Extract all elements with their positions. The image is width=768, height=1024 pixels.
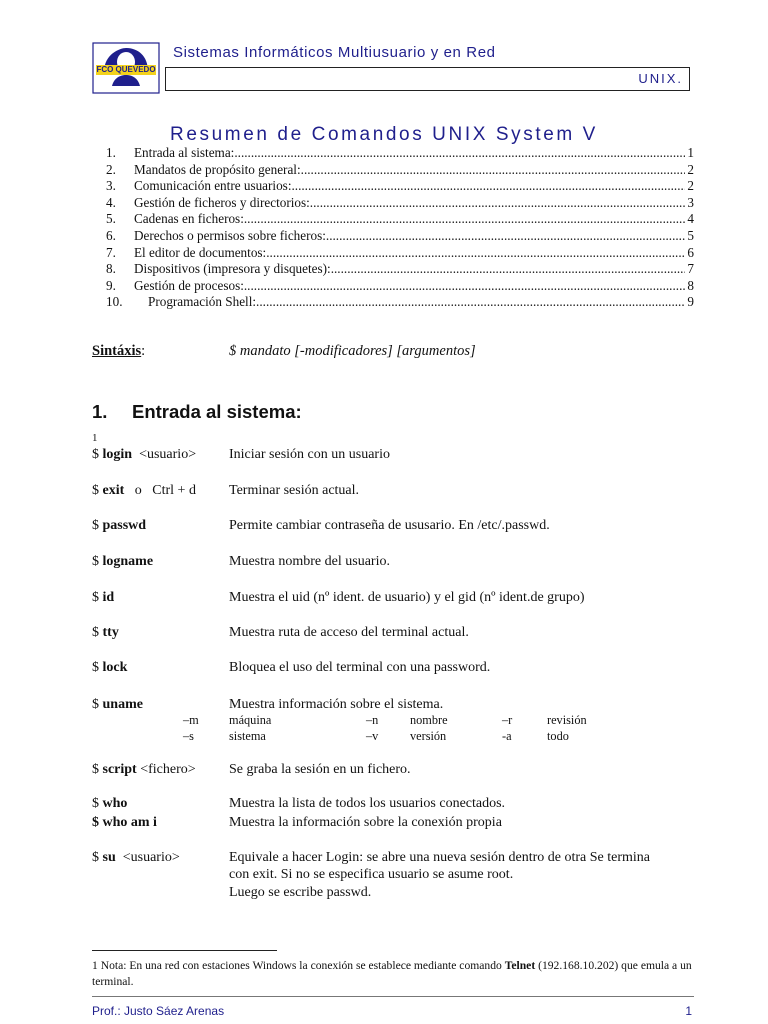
section-number: 1. [92, 401, 108, 422]
toc-entry[interactable] [106, 245, 694, 262]
command-tty [92, 625, 119, 641]
command-description: Permite cambiar contraseña de ususario. En /etc/.passwd. [229, 518, 550, 533]
toc-label: Entrada al sistema: [134, 145, 235, 160]
su-desc-line-3: Luego se escribe passwd. [229, 885, 372, 900]
toc-entry[interactable] [106, 294, 694, 311]
toc-number: 9. [106, 277, 116, 293]
toc-leader-dots [234, 145, 685, 162]
toc-page-number: 2 [687, 178, 694, 194]
command-name: uname [102, 697, 143, 712]
uname-flag: –m [183, 713, 199, 727]
uname-flag: –r [502, 713, 513, 727]
command-name: login [102, 447, 133, 462]
section-title: Entrada al sistema: [132, 401, 302, 422]
command-description: Muestra información sobre el sistema. [229, 697, 444, 712]
command-description: Muestra ruta de acceso del terminal actual. [229, 625, 469, 640]
command-script [92, 762, 196, 778]
toc-label: Mandatos de propósito general: [134, 161, 301, 177]
toc-entry[interactable] [106, 228, 694, 245]
toc-entry[interactable] [106, 278, 694, 295]
command-passwd [92, 518, 146, 534]
footnote [92, 958, 692, 989]
command-prompt: $ [92, 447, 103, 462]
toc-label: Derechos o permisos sobre ficheros: [134, 227, 326, 243]
command-name: su [102, 850, 116, 865]
syntax-colon: : [141, 343, 146, 359]
toc-page-number: 2 [687, 161, 694, 177]
command-prompt: $ [92, 796, 103, 811]
syntax-value: $ mandato [-modificadores] [argumentos] [229, 343, 476, 359]
uname-flag: –v [366, 729, 379, 743]
uname-flag-meaning: nombre [410, 713, 448, 727]
toc-leader-dots [301, 162, 686, 179]
toc-page-number: 9 [687, 294, 694, 310]
command-logname [92, 554, 153, 570]
command-description: Equivale a hacer Login: se abre una nueva sesión dentro de otra Se termina [229, 850, 651, 865]
command-exit [92, 483, 196, 499]
toc-page-number: 6 [687, 244, 694, 260]
command-name: who [102, 796, 128, 811]
command-prompt: $ [92, 697, 103, 712]
footer-rule [92, 996, 694, 997]
uname-flag: -a [502, 729, 512, 743]
toc-number: 2. [106, 161, 116, 177]
command-who [92, 796, 127, 812]
toc-label: Gestión de ficheros y directorios: [134, 194, 310, 210]
syntax-label: Sintáxis [92, 343, 142, 359]
toc-label: Gestión de procesos: [134, 277, 244, 293]
command-name: logname [102, 554, 154, 569]
toc-entry[interactable] [106, 162, 694, 179]
command-args: <usuario> [132, 447, 197, 462]
command-description: Se graba la sesión en un fichero. [229, 762, 411, 777]
command-args: <fichero> [136, 762, 196, 777]
header-box [165, 67, 690, 91]
toc-number: 6. [106, 227, 116, 243]
table-of-contents [106, 145, 694, 311]
toc-page-number: 3 [687, 194, 694, 210]
footnote-rule [92, 950, 277, 951]
toc-number: 8. [106, 261, 116, 277]
uname-flag-meaning: todo [547, 729, 569, 743]
toc-leader-dots [331, 261, 686, 278]
uname-flag: –n [366, 713, 379, 727]
command-prompt: $ [92, 625, 103, 640]
command-description: Muestra la lista de todos los usuarios conectados. [229, 796, 506, 811]
toc-label: Programación Shell: [148, 294, 257, 310]
uname-flag: –s [183, 729, 194, 743]
page-number: 1 [685, 1004, 692, 1018]
command-prompt: $ [92, 483, 103, 498]
toc-leader-dots [244, 211, 686, 228]
command-lock [92, 660, 127, 676]
uname-flag-meaning: versión [410, 729, 447, 743]
toc-page-number: 7 [687, 261, 694, 277]
command-prompt: $ [92, 518, 103, 533]
command-name: script [102, 762, 137, 777]
footer-author: Prof.: Justo Sáez Arenas [92, 1004, 225, 1018]
toc-leader-dots [326, 228, 686, 245]
toc-page-number: 1 [687, 145, 694, 160]
toc-label: Dispositivos (impresora y disquetes): [134, 261, 331, 277]
toc-number: 3. [106, 178, 116, 194]
toc-label: El editor de documentos: [134, 244, 267, 260]
footnote-text-end: (192.168.10.202) que emula a un terminal. [92, 959, 692, 988]
su-desc-line-2: con exit. Si no se especifica usuario se asume root. [229, 867, 514, 882]
command-name: exit [102, 483, 125, 498]
uname-flag-meaning: máquina [229, 713, 272, 727]
toc-leader-dots [310, 195, 686, 212]
command-name: id [102, 590, 115, 605]
toc-leader-dots [256, 294, 685, 311]
toc-entry[interactable] [106, 178, 694, 195]
command-prompt: $ [92, 660, 103, 675]
footnote-reference: 1 [92, 432, 98, 444]
command-description: Muestra nombre del usuario. [229, 554, 390, 569]
course-title: Sistemas Informáticos Multiusuario y en Red [173, 44, 496, 61]
command-su [92, 850, 180, 866]
toc-label: Comunicación entre usuarios: [134, 178, 292, 194]
command-description: Terminar sesión actual. [229, 483, 360, 498]
command-login [92, 447, 196, 463]
toc-page-number: 4 [687, 211, 694, 227]
uname-flag-meaning: revisión [547, 713, 587, 727]
toc-page-number: 5 [687, 227, 694, 243]
footnote-text: 1 Nota: En una red con estaciones Windows la conexión se establece mediante comando [92, 959, 505, 972]
command-prompt: $ [92, 762, 103, 777]
command-description: Iniciar sesión con un usuario [229, 447, 390, 462]
toc-leader-dots [266, 245, 685, 262]
command-who-am-i [92, 815, 157, 831]
section-heading [92, 401, 302, 423]
footnote-telnet: Telnet [504, 959, 536, 972]
toc-label: Cadenas en ficheros: [134, 211, 244, 227]
toc-leader-dots [244, 278, 686, 295]
toc-number: 1. [106, 145, 116, 160]
toc-number: 10. [106, 294, 123, 310]
command-uname [92, 697, 143, 713]
toc-page-number: 8 [687, 277, 694, 293]
command-name: $ who am i [92, 815, 157, 830]
command-description: Bloquea el uso del terminal con una password. [229, 660, 491, 675]
command-id [92, 590, 114, 606]
command-prompt: $ [92, 590, 103, 605]
toc-leader-dots [291, 178, 685, 195]
command-prompt: $ [92, 554, 103, 569]
document-title: Resumen de Comandos UNIX System V [170, 124, 598, 145]
command-description: Muestra el uid (nº ident. de usuario) y el gid (nº ident.de grupo) [229, 590, 585, 605]
toc-number: 7. [106, 244, 116, 260]
command-name: lock [102, 660, 128, 675]
uname-flag-meaning: sistema [229, 729, 266, 743]
command-prompt: $ [92, 850, 103, 865]
toc-entry[interactable] [106, 195, 694, 212]
toc-entry[interactable] [106, 145, 694, 162]
unit-label: UNIX. [638, 71, 683, 86]
command-args: o Ctrl + d [124, 483, 196, 498]
toc-entry[interactable] [106, 261, 694, 278]
toc-number: 5. [106, 211, 116, 227]
toc-entry[interactable] [106, 211, 694, 228]
command-name: tty [102, 625, 119, 640]
school-logo [92, 42, 160, 94]
command-description: Muestra la información sobre la conexión propia [229, 815, 502, 830]
logo-text: FCO QUEVEDO [96, 65, 156, 74]
toc-number: 4. [106, 194, 116, 210]
command-name: passwd [102, 518, 147, 533]
syntax-row [92, 343, 145, 360]
command-args: <usuario> [115, 850, 180, 865]
